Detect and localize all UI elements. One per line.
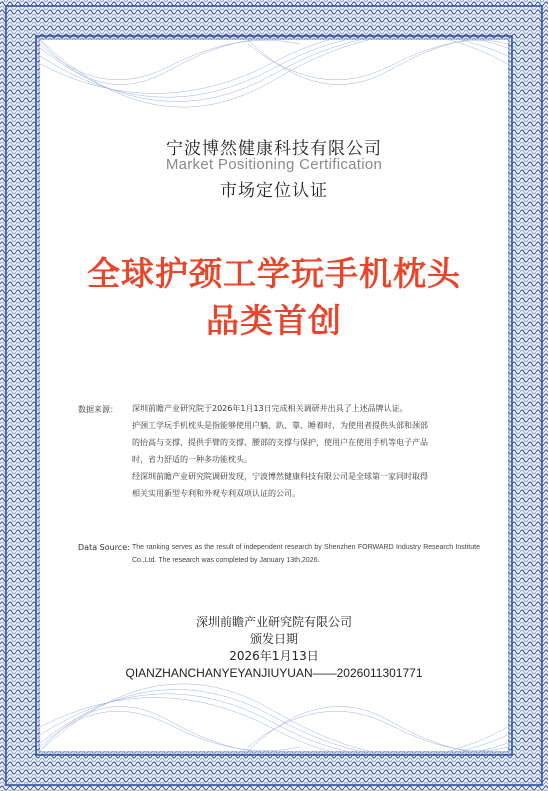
headline-line-1: 全球护颈工学玩手机枕头 (87, 254, 461, 293)
data-source-line: 相关实用新型专利和外观专利双项认证的公司。 (132, 489, 300, 498)
data-source-line: 护颈工学玩手机枕头是指能够使用户躺、趴、靠、睡着时，为使用者提供头部和颈部 (132, 421, 428, 430)
english-title: Market Positioning Certification (165, 156, 383, 173)
data-source-label-en: Data Source: (78, 543, 130, 552)
data-source-line: 时，省力舒适的一种多功能枕头。 (132, 455, 252, 464)
data-source-line: 经深圳前瞻产业研究院调研发现，宁波博然健康科技有限公司是全球第一家同时取得 (132, 472, 428, 481)
chinese-title: 市场定位认证 (220, 181, 328, 201)
company-name: 宁波博然健康科技有限公司 (166, 139, 382, 159)
data-source-line: 的抬高与支撑，提供手臂的支撑、腰部的支撑与保护，使用户在使用手机等电子产品 (132, 438, 428, 447)
certificate-serial-number: QIANZHANCHANYEYANJIUYUAN——2026011301771 (125, 666, 423, 680)
data-source-text-en: The ranking serves as the result of independent research by Shenzhen FORWARD Industry Research Institute Co.,Ltd. The research was completed by January 13th,2026. (132, 544, 480, 564)
issue-date-label: 颁发日期 (249, 632, 298, 646)
issue-date: 2026年1月13日 (229, 649, 319, 663)
data-source-label-cn: 数据来源： (78, 405, 118, 414)
headline-line-2: 品类首创 (206, 301, 342, 340)
data-source-text-cn (132, 400, 480, 502)
data-source-line: 深圳前瞻产业研究院于2026年1月13日完成相关调研并出具了上述品牌认证。 (132, 404, 408, 413)
issuer-name: 深圳前瞻产业研究院有限公司 (195, 615, 352, 629)
